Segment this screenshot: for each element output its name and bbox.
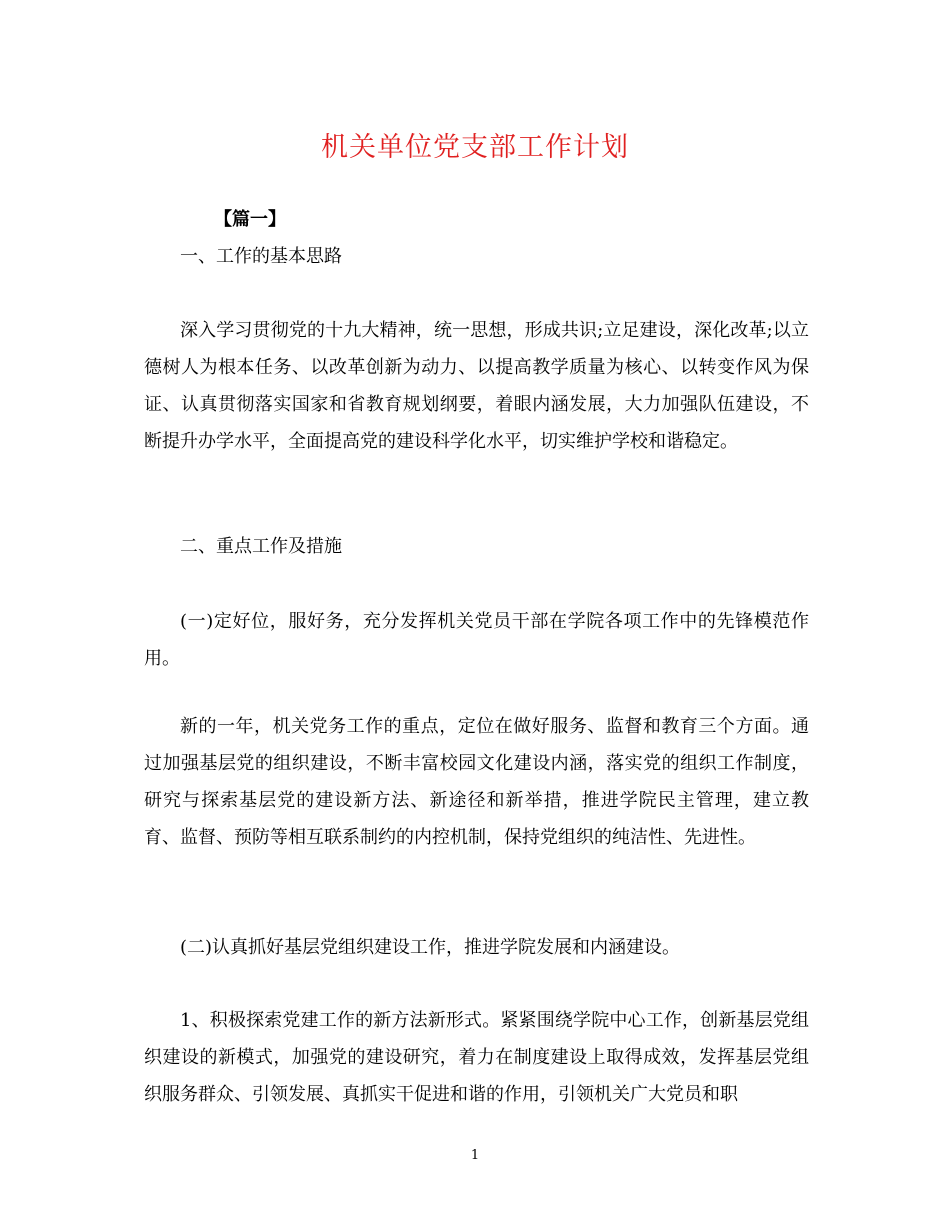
paragraph-new-year: 新的一年，机关党务工作的重点，定位在做好服务、监督和教育三个方面。通过加强基层党的组织建设，不断丰富校园文化建设内涵，落实党的组织工作制度，研究与探索基层党的建设新方法、新途径和新举措，推进学院民主管理，建立教育、监督、预防等相互联系制约的内控机制，保持党组织的纯洁性、先进性。 [144, 716, 809, 848]
document-title: 机关单位党支部工作计划 [321, 132, 629, 163]
section-label: 【篇一】 [214, 209, 286, 230]
paragraph-item-two: (二)认真抓好基层党组织建设工作，推进学院发展和内涵建设。 [180, 937, 681, 958]
paragraph-basic-approach: 深入学习贯彻党的十九大精神，统一思想，形成共识;立足建设，深化改革;以立德树人为根本任务、以改革创新为动力、以提高教学质量为核心、以转变作风为保证、认真贯彻落实国家和省教育规划纲要，着眼内涵发展，大力加强队伍建设，不断提升办学水平，全面提高党的建设科学化水平，切实维护学校和谐稳定。 [144, 320, 809, 452]
paragraph-point-one: 1、积极探索党建工作的新方法新形式。紧紧围绕学院中心工作，创新基层党组织建设的新模式，加强党的建设研究，着力在制度建设上取得成效，发挥基层党组织服务群众、引领发展、真抓实干促进和谐的作用，引领机关广大党员和职 [144, 1010, 809, 1105]
paragraph-item-one: (一)定好位，服好务，充分发挥机关党员干部在学院各项工作中的先锋模范作用。 [144, 611, 809, 669]
heading-basic-approach: 一、工作的基本思路 [180, 246, 342, 267]
page-number: 1 [470, 1148, 480, 1163]
heading-key-work: 二、重点工作及措施 [180, 536, 342, 557]
